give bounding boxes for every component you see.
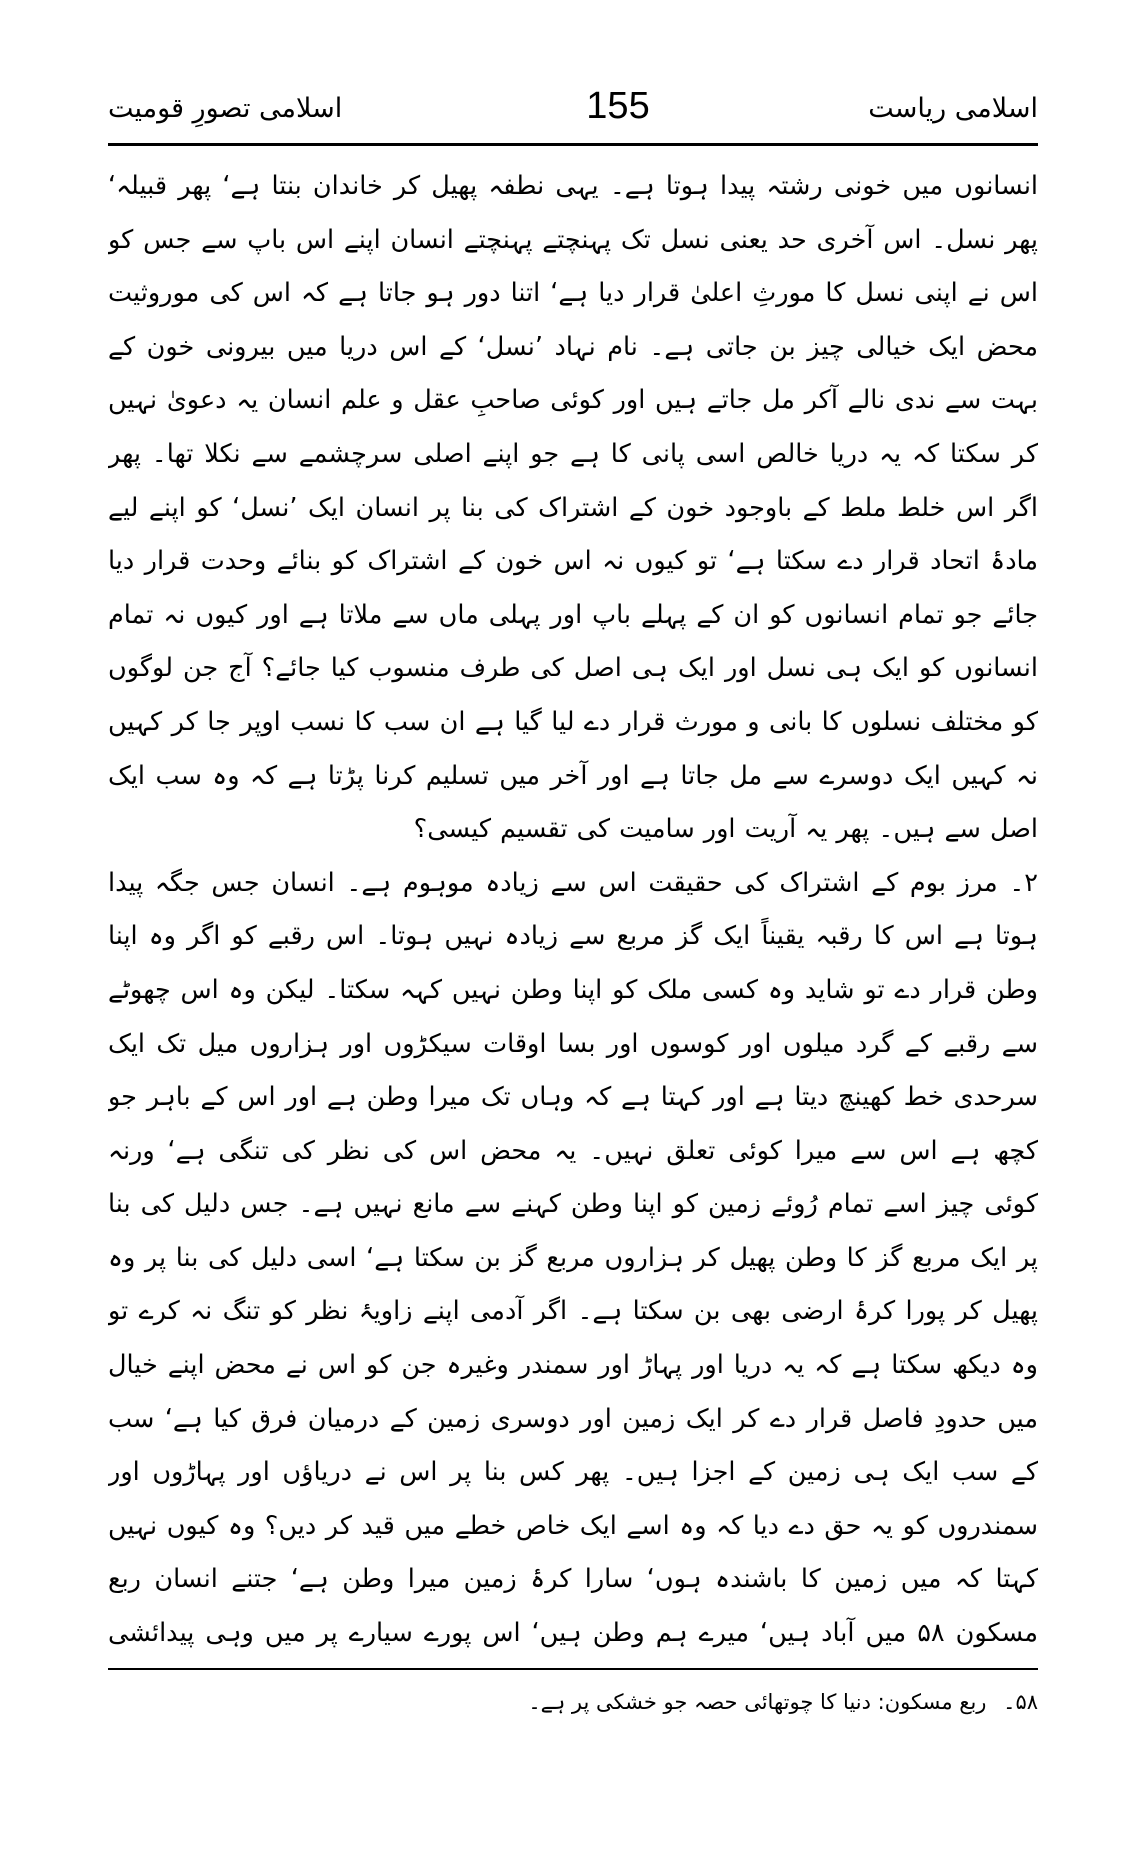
footnote-text: ربع مسکون: دنیا کا چوتھائی حصہ جو خشکی پر ہے۔	[528, 1690, 987, 1714]
page-number: 155	[586, 85, 650, 127]
body-text	[108, 160, 1038, 1655]
footnote	[108, 1685, 1038, 1719]
paragraph-homeland: ۲۔ مرز بوم کے اشتراک کی حقیقت اس سے زیادہ موہوم ہے۔ انسان جس جگہ پیدا ہوتا ہے اس کا رقبہ یقیناً ایک گز مربع سے زیادہ نہیں ہوتا۔ اس رقبے کو اگر وہ اپنا وطن قرار دے تو شاید وہ کسی ملک کو اپنا وطن نہیں کہہ سکتا۔ لیکن وہ اس چھوٹے سے رقبے کے گرد میلوں اور کوسوں اور بسا اوقات سیکڑوں اور ہزاروں میل تک ایک سرحدی خط کھینچ دیتا ہے اور کہتا ہے کہ وہاں تک میرا وطن ہے اور اس کے باہر جو کچھ ہے اس سے میرا کوئی تعلق نہیں۔ یہ محض اس کی نظر کی تنگی ہے‘ ورنہ کوئی چیز اسے تمام رُوئے زمین کو اپنا وطن کہنے سے مانع نہیں ہے۔ جس دلیل کی بنا پر ایک مربع گز کا وطن پھیل کر ہزاروں مربع گز بن سکتا ہے‘ اسی دلیل کی بنا پر وہ پھیل کر پورا کرۂ ارضی بھی بن سکتا ہے۔ اگر آدمی اپنے زاویۂ نظر کو تنگ نہ کرے تو وہ دیکھ سکتا ہے کہ یہ دریا اور پہاڑ اور سمندر وغیرہ جن کو اس نے محض اپنے خیال میں حدودِ فاصل قرار دے کر ایک زمین اور دوسری زمین کے درمیان فرق کیا ہے‘ سب کے سب ایک ہی زمین کے اجزا ہیں۔ پھر کس بنا پر اس نے دریاؤں اور پہاڑوں اور سمندروں کو یہ حق دے دیا کہ وہ اسے ایک خاص خطے میں قید کر دیں؟ وہ کیوں نہیں کہتا کہ میں زمین کا باشندہ ہوں‘ سارا کرۂ زمین میرا وطن ہے‘ جتنے انسان ربع مسکون ۵۸ میں آباد ہیں‘ میرے ہم وطن ہیں‘ اس پورے سیارے پر میں وہی پیدائشی	[108, 867, 1038, 1649]
paragraph-lineage: انسانوں میں خونی رشتہ پیدا ہوتا ہے۔ یہی نطفہ پھیل کر خاندان بنتا ہے‘ پھر قبیلہ‘ پھر نسل۔ اس آخری حد یعنی نسل تک پہنچتے پہنچتے انسان اپنے اس باپ سے جس کو اس نے اپنی نسل کا مورثِ اعلیٰ قرار دیا ہے‘ اتنا دور ہو جاتا ہے کہ اس کی موروثیت محض ایک خیالی چیز بن جاتی ہے۔ نام نہاد ’نسل‘ کے اس دریا میں بیرونی خون کے بہت سے ندی نالے آکر مل جاتے ہیں اور کوئی صاحبِ عقل و علم انسان یہ دعویٰ نہیں کر سکتا کہ یہ دریا خالص اسی پانی کا ہے جو اپنے اصلی سرچشمے سے نکلا تھا۔ پھر اگر اس خلط ملط کے باوجود خون کے اشتراک کی بنا پر انسان ایک ’نسل‘ کو اپنے لیے مادۂ اتحاد قرار دے سکتا ہے‘ تو کیوں نہ اس خون کے اشتراک کو بنائے وحدت قرار دیا جائے جو تمام انسانوں کو ان کے پہلے باپ اور پہلی ماں سے ملاتا ہے اور کیوں نہ تمام انسانوں کو ایک ہی نسل اور ایک ہی اصل کی طرف منسوب کیا جائے؟ آج جن لوگوں کو مختلف نسلوں کا بانی و مورث قرار دے لیا گیا ہے ان سب کا نسب اوپر جا کر کہیں نہ کہیں ایک دوسرے سے مل جاتا ہے اور آخر میں تسلیم کرنا پڑتا ہے کہ وہ سب ایک اصل سے ہیں۔ پھر یہ آریت اور سامیت کی تقسیم کیسی؟	[108, 171, 1038, 845]
running-title-right: اسلامی ریاست	[868, 93, 1038, 124]
page-header	[108, 78, 1038, 134]
footnote-number: ۵۸۔	[1003, 1690, 1038, 1714]
running-title-left: اسلامی تصورِ قومیت	[108, 93, 343, 124]
footnote-rule	[108, 1668, 1038, 1670]
header-rule	[108, 143, 1038, 146]
